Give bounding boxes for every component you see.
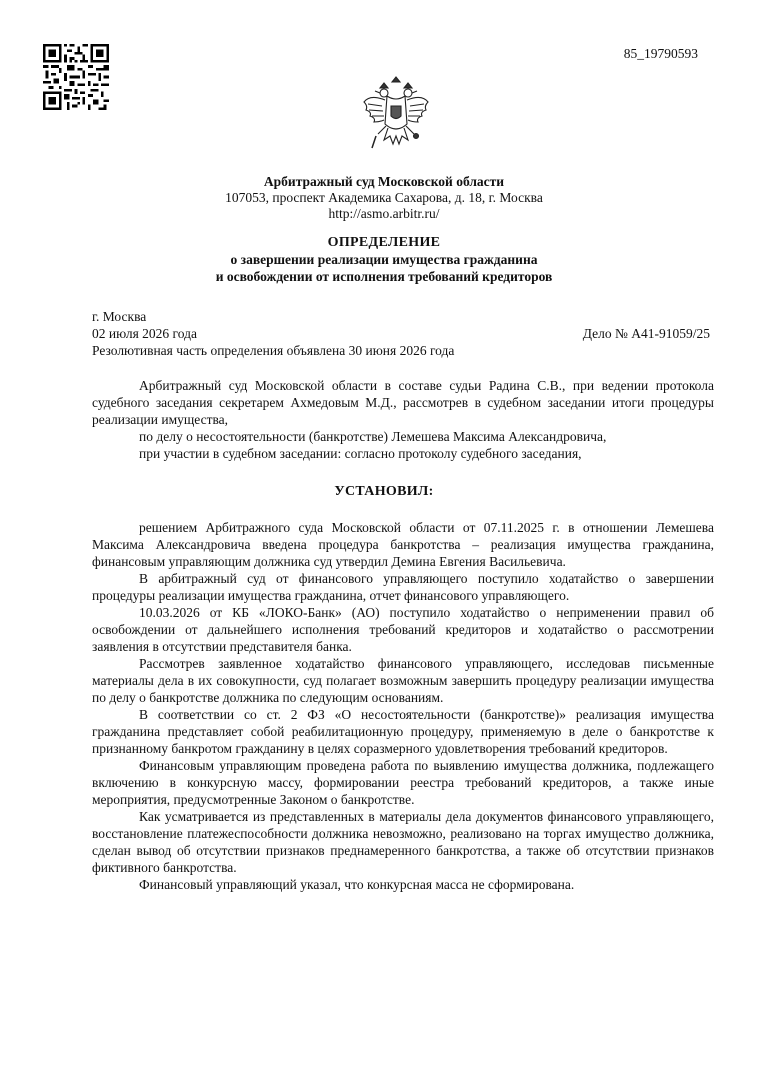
city: г. Москва (92, 309, 147, 324)
document-subtitle-line1: о завершении реализации имущества гражданина (230, 252, 538, 267)
body-paragraph: Как усматривается из представленных в материалы дела документов финансового управляющего, восстановление платежеспособности должника невозможно, реализовано на торгах имущество должника, сделан вывод об отсутствии признаков преднамеренного банкротства, а также об отсутствии признаков фиктивного банкротства. (92, 809, 714, 875)
intro-paragraph: Арбитражный суд Московской области в составе судьи Радина С.В., при ведении протокола судебного заседания секретарем Ахмедовым М.Д., рассмотрев в судебном заседании итоги процедуры реализации имущества, (92, 378, 714, 427)
qr-code (43, 44, 109, 110)
document-title: ОПРЕДЕЛЕНИЕ (327, 235, 441, 250)
coat-of-arms-emblem (360, 76, 432, 154)
court-address: 107053, проспект Академика Сахарова, д. 18, г. Москва (225, 190, 543, 205)
resolution-note: Резолютивная часть определения объявлена 30 июня 2026 года (92, 343, 455, 358)
main-text-section (92, 519, 714, 893)
body-paragraph: Финансовый управляющий указал, что конкурсная масса не сформирована. (139, 877, 575, 892)
document-meta (92, 308, 710, 359)
intro-section (92, 377, 714, 462)
document-subtitle-line2: и освобождении от исполнения требований кредиторов (215, 269, 553, 284)
intro-paragraph: по делу о несостоятельности (банкротстве) Лемешева Максима Александровича, (139, 429, 607, 444)
court-name: Арбитражный суд Московской области (263, 174, 505, 189)
court-website[interactable]: http://asmo.arbitr.ru/ (328, 206, 440, 221)
document-title-block (0, 234, 768, 285)
body-paragraph: 10.03.2026 от КБ «ЛОКО-Банк» (АО) поступило ходатайство о неприменении правил об освобождении от дальнейшего исполнения требований кредиторов и ходатайство о рассмотрении заявления в отсутствии представителя банка. (92, 605, 714, 654)
document-date: 02 июля 2026 года (92, 326, 197, 341)
body-paragraph: В соответствии со ст. 2 ФЗ «О несостоятельности (банкротстве)» реализация имущества гражданина представляет собой реабилитационную процедуру, применяемую в деле о банкротстве к признанному банкротом гражданину в целях соразмерного удовлетворения требований кредиторов. (92, 707, 714, 756)
body-paragraph: решением Арбитражного суда Московской области от 07.11.2025 г. в отношении Лемешева Максима Александровича введена процедура банкротства – реализация имущества гражданина, финансовым управляющим должника суд утвердил Демина Евгения Васильевича. (92, 520, 714, 569)
body-paragraph: Финансовым управляющим проведена работа по выявлению имущества должника, подлежащего включению в конкурсную массу, формировании реестра требований кредиторов, а также иные мероприятия, предусмотренные Законом о банкротстве. (92, 758, 714, 807)
body-paragraph: Рассмотрев заявленное ходатайство финансового управляющего, исследовав письменные материалы дела в их совокупности, суд полагает возможным завершить процедуру реализации имущества по делу о банкротстве должника по следующим основаниям. (92, 656, 714, 705)
court-header (0, 174, 768, 222)
section-heading: УСТАНОВИЛ: (334, 484, 434, 499)
intro-paragraph: при участии в судебном заседании: согласно протоколу судебного заседания, (139, 446, 582, 461)
body-paragraph: В арбитражный суд от финансового управляющего поступило ходатайство о завершении процедуры реализации имущества гражданина, отчет финансового управляющего. (92, 571, 714, 603)
case-number: Дело № А41-91059/25 (582, 326, 710, 341)
document-id: 85_19790593 (623, 46, 698, 61)
